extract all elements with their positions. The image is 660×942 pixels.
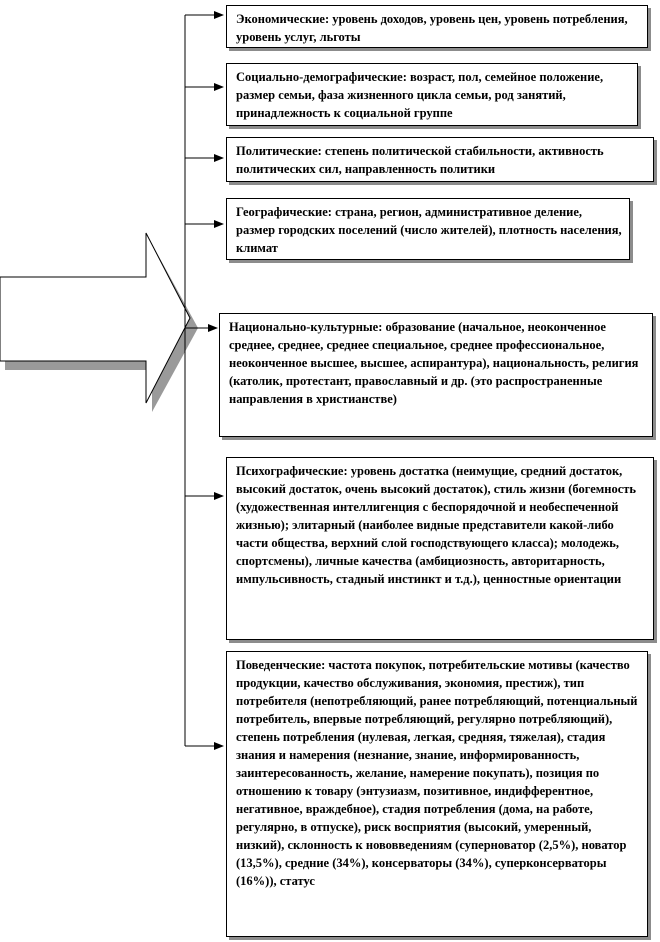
box-geographic (226, 198, 630, 260)
box-political (226, 137, 654, 182)
box-national-cultural-text: Национально-культурные: образование (начальное, неоконченное среднее, среднее, среднее специальное, среднее профессиональное, неоконченное высшее, высшее, аспирантура), национальность, религия (католик, протестант, православный и др. (это распространенные направления в христианстве) (229, 320, 639, 406)
box-national-cultural (219, 313, 653, 437)
box-political-text: Политические: степень политической стабильности, активность политических сил, направленность политики (236, 144, 604, 176)
box-sociodemographic (226, 63, 638, 126)
box-economic (226, 5, 648, 48)
box-psychographic (226, 457, 654, 640)
box-behavioral (226, 651, 648, 937)
box-geographic-text: Географические: страна, регион, административное деление, размер городских поселений (число жителей), плотность населения, климат (236, 205, 622, 255)
box-behavioral-text: Поведенческие: частота покупок, потребительские мотивы (качество продукции, качество обслуживания, экономия, престиж), тип потребителя (непотребляющий, ранее потребляющий, потенциальный потребитель, впервые потребляющий, регулярно потребляющий), степень потребления (нулевая, легкая, средняя, тяжелая), стадия знания и намерения (незнание, знание, информированность, заинтересованность, желание, намерение покупать), позиция по отношению к товару (энтузиазм, позитивное, индифферентное, негативное, враждебное), стадия потребления (дома, на работе, регулярно, в отпуске), риск восприятия (высокий, умеренный, низкий), склонность к нововведениям (суперноватор (2,5%), новатор (13,5%), средние (34%), консерваторы (34%), суперконсерваторы (16%)), статус (236, 658, 638, 888)
box-psychographic-text: Психографические: уровень достатка (неимущие, средний достаток, высокий достаток, очень высокий достаток), стиль жизни (богемность (художественная интеллигенция с беспорядочной и необеспеченной жизнью); элитарный (наиболее видные представители какой-либо части общества, верхний слой господствующего класса); молодежь, спортсмены), личные качества (амбициозность, авторитарность, импульсивность, стадный инстинкт и т.д.), ценностные ориентации (236, 464, 637, 586)
box-sociodemographic-text: Социально-демографические: возраст, пол, семейное положение, размер семьи, фаза жизненного цикла семьи, род занятий, принадлежность к социальной группе (236, 70, 604, 120)
box-economic-text: Экономические: уровень доходов, уровень цен, уровень потребления, уровень услуг, льготы (236, 12, 628, 44)
